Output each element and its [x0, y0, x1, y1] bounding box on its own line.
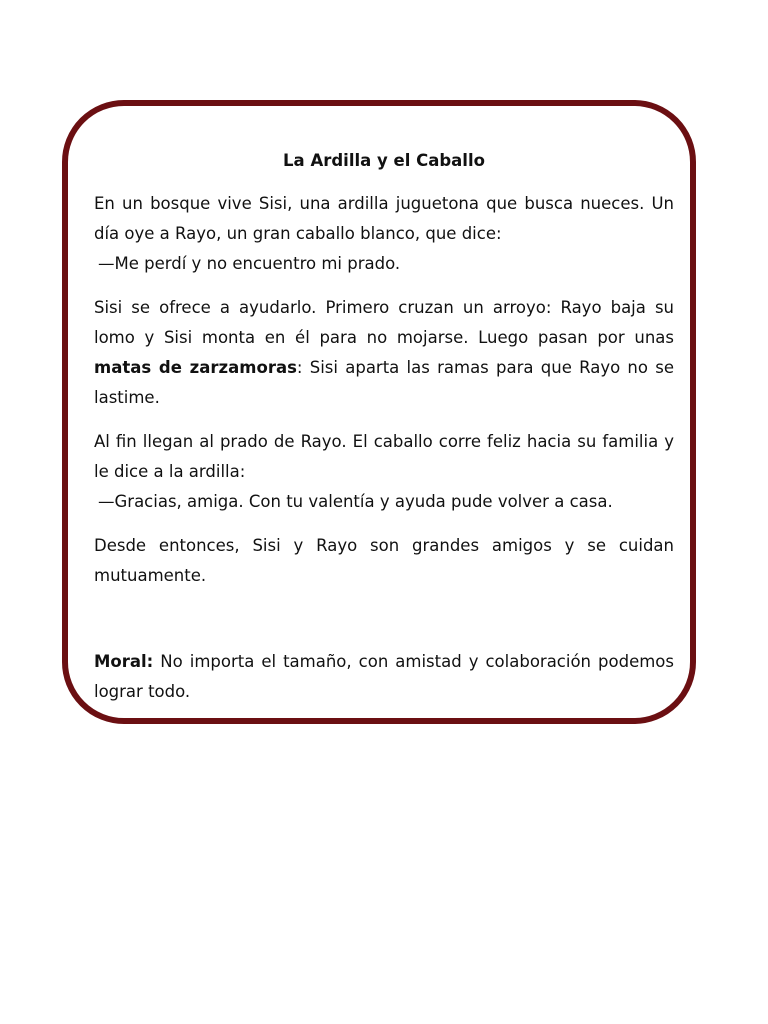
paragraph-3-text: Al fin llegan al prado de Rayo. El caballo corre feliz hacia su familia y le dice a la ardilla:: [94, 432, 674, 481]
paragraph-1-text: En un bosque vive Sisi, una ardilla juguetona que busca nueces. Un día oye a Rayo, un gran caballo blanco, que dice:: [94, 194, 674, 243]
paragraph-2-start: Sisi se ofrece a ayudarlo. Primero cruzan un arroyo: Rayo baja su lomo y Sisi monta en él para no mojarse. Luego pasan por unas: [94, 298, 674, 347]
paragraph-2-end: : Sisi aparta las ramas para que Rayo no se lastime.: [94, 358, 674, 407]
moral-paragraph: [94, 647, 674, 707]
paragraph-4: [94, 531, 674, 591]
paragraph-4-text: Desde entonces, Sisi y Rayo son grandes amigos y se cuidan mutuamente.: [94, 536, 674, 585]
dialogue-caballo: —Gracias, amiga. Con tu valentía y ayuda pude volver a casa.: [98, 492, 613, 511]
paragraph-3: [94, 427, 674, 517]
paragraph-2-bold-phrase: matas de zarzamoras: [94, 358, 297, 377]
moral-label: Moral:: [94, 652, 154, 671]
moral-text: No importa el tamaño, con amistad y colaboración podemos lograr todo.: [94, 652, 674, 701]
paragraph-1: [94, 189, 674, 279]
dialogue-rayo: —Me perdí y no encuentro mi prado.: [98, 254, 401, 273]
story-body: [94, 189, 674, 721]
paragraph-2: [94, 293, 674, 413]
story-title: La Ardilla y el Caballo: [283, 151, 485, 170]
